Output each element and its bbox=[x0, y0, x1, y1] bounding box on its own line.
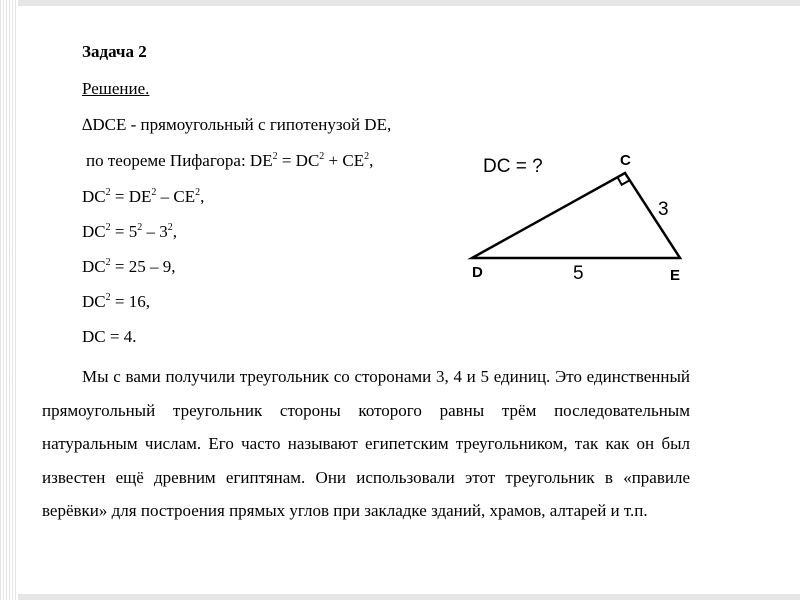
side-de-label: 5 bbox=[573, 263, 584, 284]
slide-bottom-border bbox=[18, 594, 800, 600]
slide-left-border bbox=[0, 0, 18, 600]
triangle-figure bbox=[455, 150, 700, 315]
triangle-dce bbox=[472, 173, 680, 258]
solution-line-7: DC = 4. bbox=[82, 327, 137, 346]
solution-line-6: $DC^2 = 16$, bbox=[82, 292, 150, 311]
slide-top-border bbox=[18, 0, 800, 6]
solution-line-1: ∆DCE - прямоугольный с гипотенузой DE, bbox=[82, 115, 392, 134]
triangle-diagram bbox=[455, 150, 700, 315]
question-label: DC = ? bbox=[483, 156, 543, 177]
vertex-d-label: D bbox=[472, 264, 483, 281]
vertex-c-label: C bbox=[620, 152, 631, 169]
side-ce-label: 3 bbox=[658, 199, 669, 220]
vertex-e-label: E bbox=[670, 267, 681, 284]
solution-line-2: по теореме Пифагора: $DE^2 = DC^2 + CE^2$, bbox=[86, 151, 374, 170]
solution-label: Решение. bbox=[82, 79, 150, 98]
explanation-paragraph: Мы с вами получили треугольник со сторонами 3, 4 и 5 единиц. Это единственный прямоугольный треугольник стороны которого равны трём последовательным натуральным числам. Его часто называют египетским треугольником, так как он был известен ещё древним египтянам. Они использовали этот треугольник в «правиле верёвки» для построения прямых углов при закладке зданий, храмов, алтарей и т.п. bbox=[42, 367, 690, 520]
solution-line-4: $DC^2 = 5^2 - 3^2$, bbox=[82, 222, 177, 241]
solution-line-5: $DC^2 = 25 - 9$, bbox=[82, 257, 176, 276]
task-title: Задача 2 bbox=[82, 42, 147, 61]
solution-line-3: $DC^2 = DE^2 - CE^2$, bbox=[82, 187, 205, 206]
